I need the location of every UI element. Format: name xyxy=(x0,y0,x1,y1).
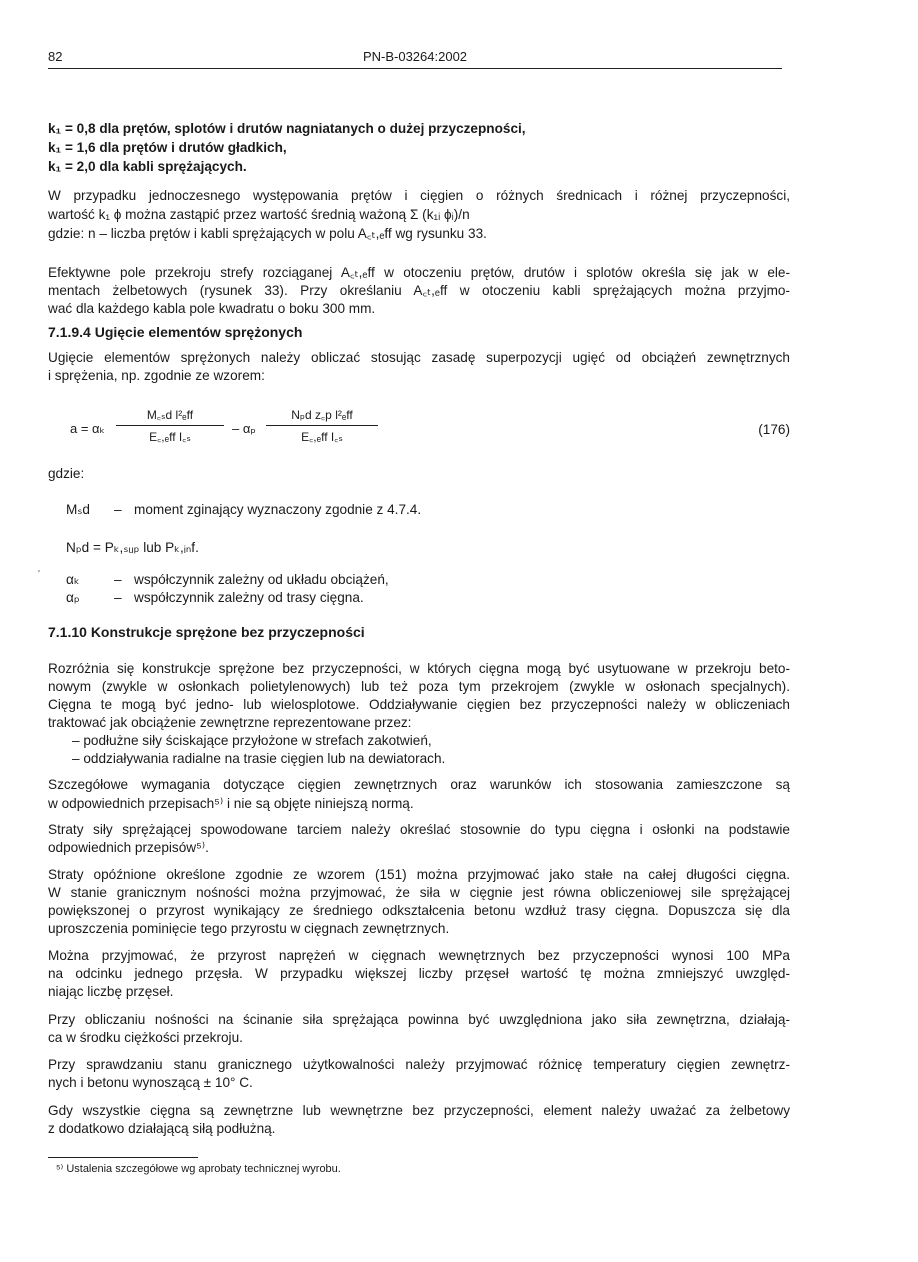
text-line: z dodatkowo działającą siłą podłużną. xyxy=(48,1121,276,1136)
definition-symbol: αₚ xyxy=(66,590,80,605)
text-line: Straty siły sprężającej spowodowane tarciem należy określać stosownie do typu cięgna i osłonki na podstawie xyxy=(48,822,790,837)
section-heading-7110: 7.1.10 Konstrukcje sprężone bez przyczepności xyxy=(48,624,365,640)
text-line: powiększonej o przyrost wynikający ze średniego odkształcenia betonu wzdłuż trasy cięgna. Dopuszcza się dla xyxy=(48,903,790,918)
text-line: Przy sprawdzaniu stanu granicznego użytkowalności należy przyjmować różnicę temperatury cięgien zewnętrz- xyxy=(48,1057,790,1072)
formula-176 xyxy=(70,402,790,454)
definition-row xyxy=(66,572,389,588)
where-label: gdzie: xyxy=(48,466,85,481)
formula-lhs: a = αₖ xyxy=(70,421,106,436)
formula-fraction-2 xyxy=(266,406,378,445)
text-line: ca w środku ciężkości przekroju. xyxy=(48,1030,243,1045)
footnote-rule xyxy=(48,1157,198,1158)
definition-symbol: Nₚd = Pₖ,ₛᵤₚ lub Pₖ,ᵢₙf. xyxy=(66,540,199,555)
text-line: Rozróżnia się konstrukcje sprężone bez przyczepności, w których cięgna mogą być usytuowane w przekroju beto- xyxy=(48,661,790,676)
standard-id: PN-B-03264:2002 xyxy=(362,49,468,64)
definition-dash: – xyxy=(114,502,122,517)
text-line: gdzie: n – liczba prętów i kabli sprężających w polu A꜀ₜ,ₑff wg rysunku 33. xyxy=(48,226,487,241)
text-line: wartość k₁ ϕ można zastąpić przez wartość średnią ważoną Σ (k₁ᵢ ϕᵢ)/n xyxy=(48,207,470,222)
definition-row xyxy=(66,540,199,556)
text-line: W stanie granicznym nośności można przyjmować, że siła w cięgnie jest równa obliczeniowej sile sprężającej xyxy=(48,885,790,900)
text-line: W przypadku jednoczesnego występowania prętów i cięgien o różnych średnicach i różnej przyczepności, xyxy=(48,188,790,203)
page-number: 82 xyxy=(48,49,63,64)
text-line: Ugięcie elementów sprężonych należy obliczać stosując zasadę superpozycji ugięć od obciążeń zewnętrznych xyxy=(48,350,790,365)
scan-speck: ' xyxy=(38,569,40,580)
list-item: – oddziaływania radialne na trasie cięgien lub na dewiatorach. xyxy=(72,751,446,766)
formula-minus: – αₚ xyxy=(232,421,256,436)
text-line: Straty opóźnione określone zgodnie ze wzorem (151) można przyjmować jako stałe na całej długości cięgna. xyxy=(48,867,790,882)
text-line: niając liczbę przęseł. xyxy=(48,984,174,999)
text-line: wać dla każdego kabla pole kwadratu o boku 300 mm. xyxy=(48,301,376,316)
header-rule xyxy=(48,68,782,69)
text-line: nowym (zwykle w osłonkach polietylenowych) lub też poza tym przekrojem (zwykle w osłonach specjalnych). xyxy=(48,679,790,694)
definition-symbol: Mₛd xyxy=(66,502,90,517)
definition-dash: – xyxy=(114,590,122,605)
text-line: Gdy wszystkie cięgna są zewnętrzne lub wewnętrzne bez przyczepności, element należy uważać za żelbetowy xyxy=(48,1103,790,1118)
text-line: mentach żelbetowych (rysunek 33). Przy określaniu A꜀ₜ,ₑff w otoczeniu kabli sprężających można przyjmo- xyxy=(48,283,790,298)
text-line: i sprężenia, np. zgodnie ze wzorem: xyxy=(48,368,265,383)
formula-fraction-1 xyxy=(116,406,224,445)
text-line: uproszczenia pominięcie tego przyrostu w cięgnach zewnętrznych. xyxy=(48,921,450,936)
text-line: Można przyjmować, że przyrost naprężeń w cięgnach wewnętrznych bez przyczepności wynosi 100 MPa xyxy=(48,948,790,963)
definition-symbol: αₖ xyxy=(66,572,80,587)
text-line: traktować jak obciążenie zewnętrzne reprezentowane przez: xyxy=(48,715,412,730)
definition-row xyxy=(66,590,364,606)
text-line: Przy obliczaniu nośności na ścinanie siła sprężająca powinna być uwzględniona jako siła zewnętrzna, działają- xyxy=(48,1012,790,1027)
definition-text: współczynnik zależny od trasy cięgna. xyxy=(134,590,364,605)
fraction-denominator: E꜀,ₑff I꜀ₛ xyxy=(149,430,191,444)
section-heading-7194: 7.1.9.4 Ugięcie elementów sprężonych xyxy=(48,324,303,340)
text-line: Efektywne pole przekroju strefy rozciąganej A꜀ₜ,ₑff w otoczeniu prętów, drutów i splotów określa się jak w ele- xyxy=(48,265,790,280)
text-line: nych i betonu wynoszącą ± 10° C. xyxy=(48,1075,253,1090)
text-line: Cięgna te mogą być jedno- lub wielosplotowe. Oddziaływanie cięgien bez przyczepności należy w obliczeniach xyxy=(48,697,790,712)
text-line: Szczegółowe wymagania dotyczące cięgien zewnętrznych oraz warunków ich stosowania zamieszczone są xyxy=(48,777,790,792)
k-line: k₁ = 0,8 dla prętów, splotów i drutów nagniatanych o dużej przyczepności, xyxy=(48,121,526,136)
k-line: k₁ = 2,0 dla kabli sprężających. xyxy=(48,159,247,174)
text-line: w odpowiednich przepisach⁵⁾ i nie są objęte niniejszą normą. xyxy=(48,796,414,811)
k-line: k₁ = 1,6 dla prętów i drutów gładkich, xyxy=(48,140,287,155)
text-line: odpowiednich przepisów⁵⁾. xyxy=(48,840,209,855)
definition-text: współczynnik zależny od układu obciążeń, xyxy=(134,572,389,587)
definition-dash: – xyxy=(114,572,122,587)
definition-text: moment zginający wyznaczony zgodnie z 4.7.4. xyxy=(134,502,422,517)
page-header xyxy=(48,49,782,69)
definition-row xyxy=(66,502,421,518)
fraction-numerator: Nₚd z꜀p l²ₑff xyxy=(266,406,378,426)
equation-number: (176) xyxy=(758,422,790,437)
fraction-numerator: M꜀ₛd l²ₑff xyxy=(116,406,224,426)
text-line: na odcinku jednego przęsła. W przypadku większej liczby przęseł wartość tę można zmniejszyć uwzględ- xyxy=(48,966,790,981)
fraction-denominator: E꜀,ₑff I꜀ₛ xyxy=(301,430,343,444)
footnote: ⁵⁾ Ustalenia szczegółowe wg aprobaty technicznej wyrobu. xyxy=(56,1163,341,1175)
list-item: – podłużne siły ściskające przyłożone w strefach zakotwień, xyxy=(72,733,432,748)
